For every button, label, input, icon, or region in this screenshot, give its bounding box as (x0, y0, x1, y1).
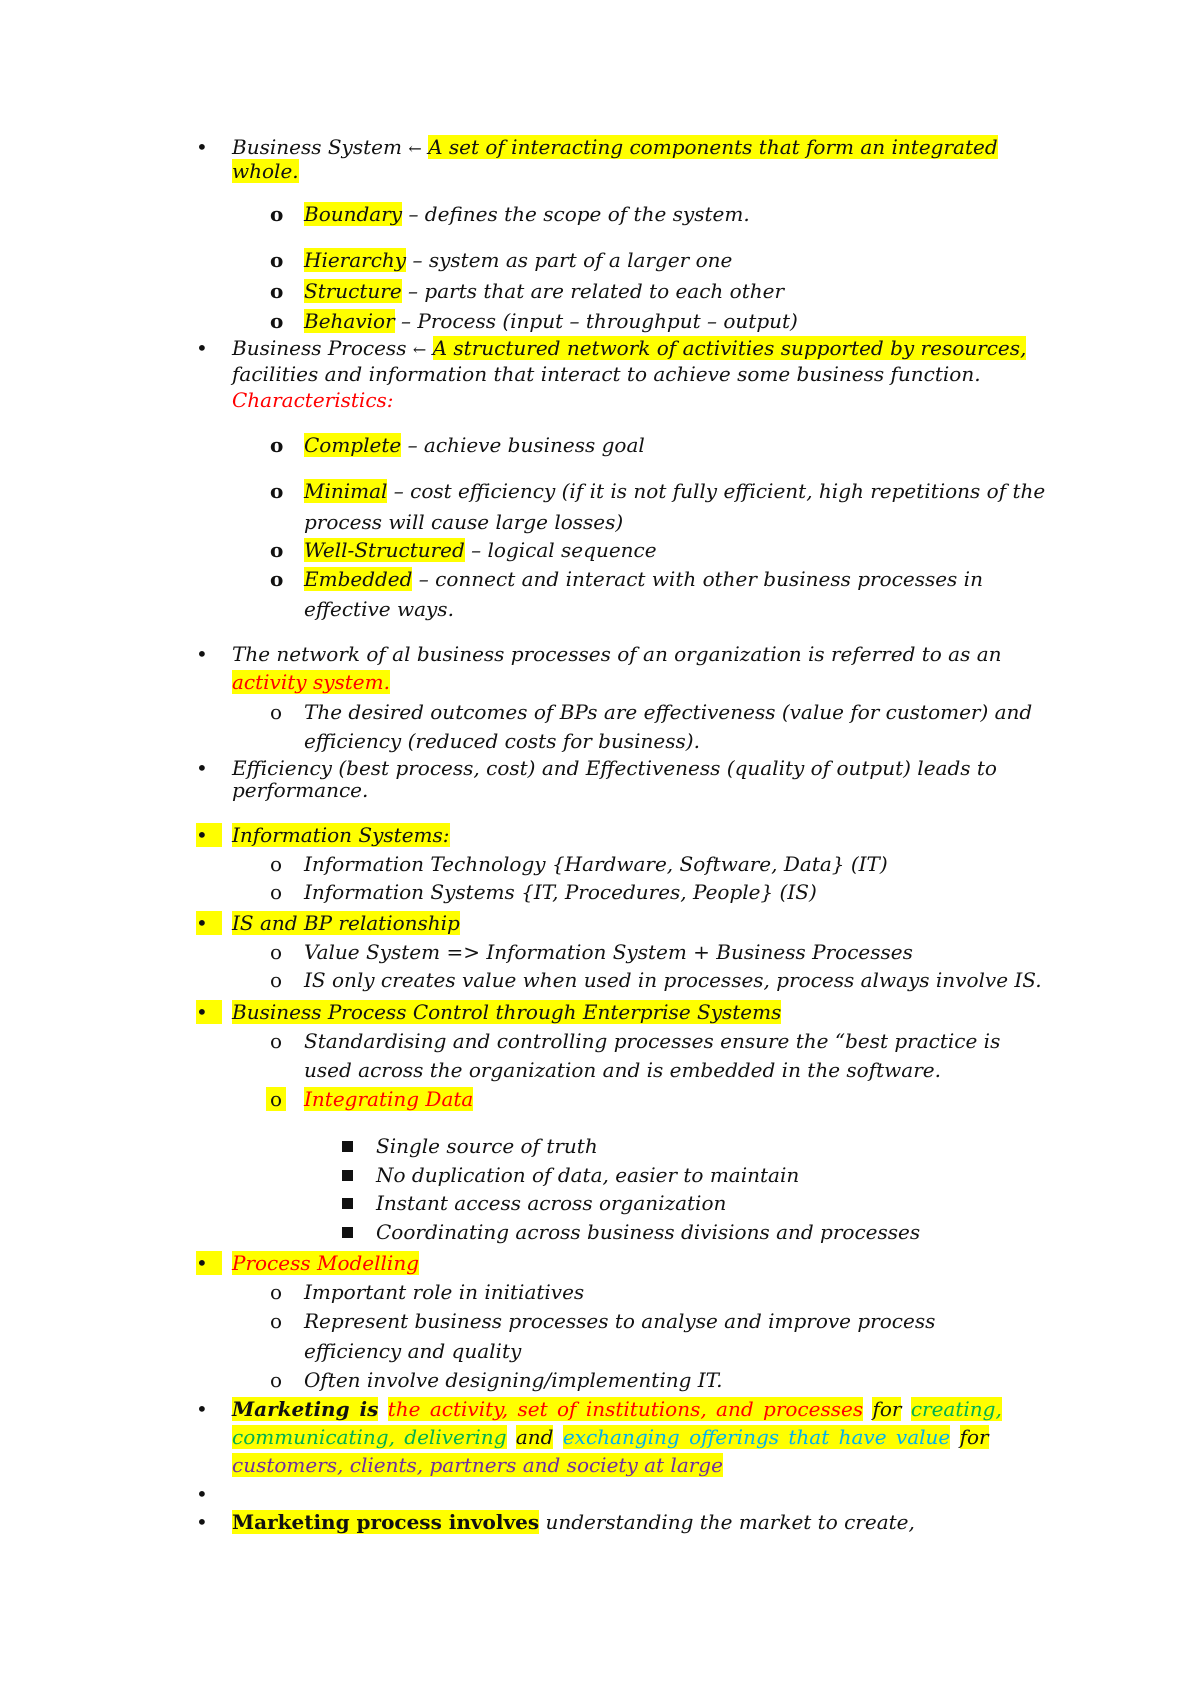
embedded-text-cont: effective ways. (304, 597, 454, 621)
square-bullet (342, 1227, 353, 1238)
marketing-creating: creating, (910, 1397, 1002, 1421)
marketing-exchanging: exchanging offerings that have value (562, 1425, 951, 1449)
bullet-dot: • (196, 1482, 208, 1506)
standardising-line: Standardising and controlling processes ensure the “best practice is (304, 1029, 1001, 1053)
well-structured-item (304, 538, 657, 562)
complete-item (304, 433, 645, 457)
marketing-process-text: understanding the market to create, (539, 1510, 915, 1534)
behavior-text: – Process (input – throughput – output) (394, 309, 798, 333)
bullet-dot: • (196, 823, 222, 847)
complete-term: Complete (304, 433, 402, 457)
bullet-circle: o (270, 852, 283, 876)
desired-outcomes-line: The desired outcomes of BPs are effectiveness (value for customer) and (304, 700, 1033, 724)
embedded-term: Embedded (304, 567, 413, 591)
well-structured-term: Well-Structured (304, 538, 465, 562)
efficiency-line: Efficiency (best process, cost) and Effectiveness (quality of output) leads to (232, 756, 997, 780)
minimal-text-cont: process will cause large losses) (304, 510, 624, 534)
bullet-circle: o (270, 538, 284, 562)
marketing-definition-cont (232, 1425, 989, 1449)
marketing-and: and (515, 1425, 554, 1449)
process-modelling-heading: Process Modelling (232, 1251, 420, 1275)
bullet-circle: o (270, 202, 284, 226)
structure-text: – parts that are related to each other (401, 279, 785, 303)
structure-term: Structure (304, 279, 402, 303)
bullet-dot: • (196, 642, 208, 666)
information-systems-heading: Information Systems: (232, 823, 450, 847)
bullet-circle: o (270, 968, 283, 992)
standardising-line-cont: used across the organization and is embedded in the software. (304, 1058, 941, 1082)
boundary-text: – defines the scope of the system. (402, 202, 750, 226)
marketing-process-line (232, 1510, 915, 1534)
complete-text: – achieve business goal (401, 433, 645, 457)
designing-line: Often involve designing/implementing IT. (304, 1368, 723, 1392)
business-process-line (232, 336, 1026, 362)
activity-system-term: activity system. (232, 670, 390, 694)
square-bullet (342, 1198, 353, 1209)
bullet-circle: o (270, 1280, 283, 1304)
business-system-term: Business System (232, 135, 402, 159)
hierarchy-text: – system as part of a larger one (406, 248, 733, 272)
important-role-line: Important role in initiatives (304, 1280, 585, 1304)
bullet-circle: o (270, 700, 283, 724)
arrow-icon: ← (412, 340, 427, 359)
minimal-item (304, 479, 1045, 503)
business-process-definition: A structured network of activities supported by resources, (432, 336, 1027, 360)
integrating-data-heading: Integrating Data (304, 1087, 474, 1111)
coordinating-item: Coordinating across business divisions and processes (376, 1220, 921, 1244)
business-system-definition-cont: whole. (232, 159, 299, 183)
square-bullet (342, 1170, 353, 1181)
no-duplication-item: No duplication of data, easier to maintain (376, 1163, 800, 1187)
activity-system-line: The network of al business processes of an organization is referred to as an (232, 642, 1002, 666)
boundary-term: Boundary (304, 202, 403, 226)
structure-item (304, 279, 784, 303)
is-definition: Information Systems {IT, Procedures, People} (IS) (304, 880, 817, 904)
bullet-circle: o (270, 433, 284, 457)
instant-access-item: Instant access across organization (376, 1191, 727, 1215)
marketing-communicating: communicating, delivering (232, 1425, 507, 1449)
bullet-dot: • (196, 336, 208, 360)
marketing-term: Marketing is (232, 1397, 379, 1421)
bullet-dot: • (196, 911, 222, 935)
marketing-for-2: for (959, 1425, 989, 1449)
represent-line: Represent business processes to analyse and improve process (304, 1309, 936, 1333)
hierarchy-term: Hierarchy (304, 248, 407, 272)
bullet-circle: o (270, 567, 284, 591)
it-definition: Information Technology {Hardware, Software, Data} (IT) (304, 852, 888, 876)
business-process-definition-cont: facilities and information that interact to achieve some business function. (232, 362, 981, 386)
marketing-customers: customers, clients, partners and society at large (232, 1453, 723, 1477)
value-system-line: Value System => Information System + Business Processes (304, 940, 913, 964)
bullet-circle: o (270, 1368, 283, 1392)
behavior-item (304, 309, 798, 333)
marketing-for: for (872, 1397, 902, 1421)
behavior-term: Behavior (304, 309, 395, 333)
marketing-definition (232, 1397, 1002, 1421)
single-source-item: Single source of truth (376, 1134, 598, 1158)
bullet-circle: o (270, 940, 283, 964)
business-system-definition: A set of interacting components that form an integrated (428, 135, 998, 159)
bullet-circle: o (270, 279, 284, 303)
bullet-dot: • (196, 135, 208, 159)
minimal-text: – cost efficiency (if it is not fully efficient, high repetitions of the (387, 479, 1046, 503)
bullet-dot: • (196, 1510, 208, 1534)
well-structured-text: – logical sequence (464, 538, 657, 562)
represent-line-cont: efficiency and quality (304, 1339, 522, 1363)
business-process-term: Business Process (232, 336, 407, 360)
arrow-icon: ← (408, 139, 422, 158)
marketing-activity: the activity, set of institutions, and processes (387, 1397, 864, 1421)
bullet-circle: o (270, 1309, 283, 1333)
bullet-circle: o (270, 309, 284, 333)
bullet-circle: o (270, 1029, 283, 1053)
is-bp-heading: IS and BP relationship (232, 911, 460, 935)
bullet-dot: • (196, 1000, 222, 1024)
bullet-circle: o (266, 1087, 286, 1111)
business-system-line (232, 135, 998, 161)
desired-outcomes-line-cont: efficiency (reduced costs for business). (304, 729, 700, 753)
characteristics-heading: Characteristics: (232, 388, 394, 412)
marketing-process-term: Marketing process involves (232, 1510, 540, 1534)
bullet-circle: o (270, 248, 284, 272)
bullet-circle: o (270, 479, 284, 503)
is-value-line: IS only creates value when used in processes, process always involve IS. (304, 968, 1042, 992)
minimal-term: Minimal (304, 479, 388, 503)
bullet-dot: • (196, 756, 208, 780)
embedded-text: – connect and interact with other business processes in (412, 567, 983, 591)
efficiency-line-cont: performance. (232, 778, 369, 802)
embedded-item (304, 567, 983, 591)
square-bullet (342, 1141, 353, 1152)
hierarchy-item (304, 248, 732, 272)
boundary-item (304, 202, 750, 226)
bullet-dot: • (196, 1397, 208, 1421)
bullet-dot: • (196, 1251, 222, 1275)
bullet-circle: o (270, 880, 283, 904)
bp-control-heading: Business Process Control through Enterprise Systems (232, 1000, 782, 1024)
